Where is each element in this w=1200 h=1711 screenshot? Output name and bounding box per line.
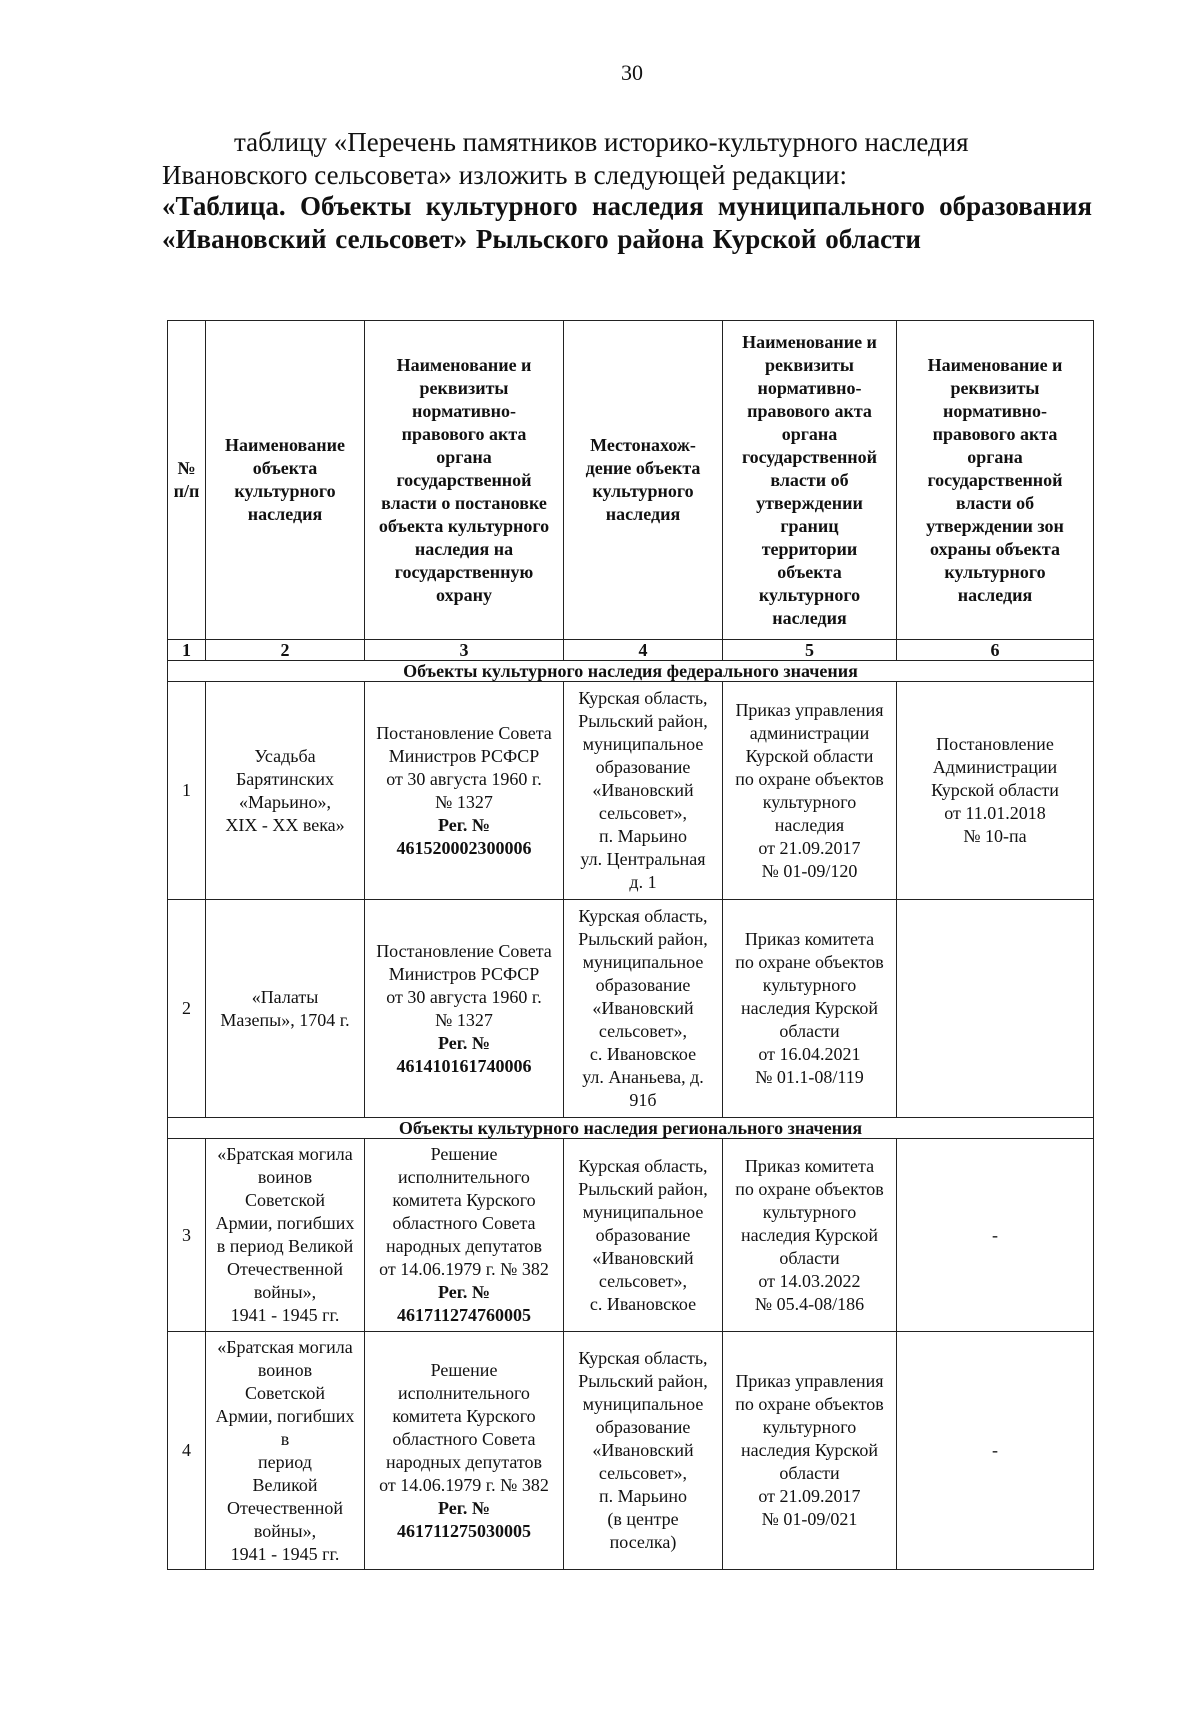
cell-line: п. Марьино [598, 826, 688, 846]
cell-line: воинов [257, 1167, 313, 1187]
cell-line: наследия Курской [740, 1440, 879, 1460]
cell-line: 91б [629, 1090, 657, 1110]
cell-line: органа [781, 423, 838, 444]
cell-line: наследия [774, 814, 845, 835]
cell-line: утверждении зон [926, 515, 1064, 536]
cell-line: войны», [253, 1520, 317, 1541]
header-col-4 [564, 321, 723, 640]
cell-line: «Ивановский [592, 1440, 694, 1460]
header-col-2 [206, 321, 365, 640]
cell-line: наследия Курской [740, 998, 879, 1018]
cell-line: культурного [762, 1417, 857, 1437]
cell-line: наследия [772, 607, 847, 628]
cell-line: государственной [927, 469, 1063, 490]
cell-line: Армии, погибших [215, 1405, 355, 1426]
reg-label: Рег. № [438, 1497, 490, 1518]
cell-line: муниципальное [582, 1394, 704, 1414]
cell-line: Постановление Совета [376, 940, 552, 961]
cell-line: период [258, 1451, 312, 1472]
cell-line: 1941 - 1945 гг. [230, 1543, 340, 1564]
cell-line: Министров РСФСР [388, 963, 540, 984]
act-text [366, 1359, 562, 1497]
cell-line: № 10-па [963, 826, 1027, 846]
cell-line: Приказ комитета [744, 929, 875, 949]
cell-line: «Братская могила [217, 1144, 353, 1164]
cell-line: власти об [955, 492, 1035, 513]
cell-line: муниципальное [582, 952, 704, 972]
cell-line: нормативно- [757, 377, 862, 398]
reg-label: Рег. № [438, 1282, 490, 1302]
cell-line: области [779, 1247, 840, 1268]
cell-line: Администрации [932, 757, 1058, 777]
protection-act [365, 900, 564, 1118]
cell-line: - [992, 1224, 998, 1245]
cell-line: от 14.06.1979 г. № 382 [379, 1259, 549, 1279]
protection-zones-act [897, 1139, 1094, 1332]
cell-line: культурного [762, 975, 857, 995]
cell-line: Советской [245, 1382, 325, 1403]
object-location [564, 1139, 723, 1332]
cell-line: наследия [605, 504, 681, 524]
cell-line: объекта [252, 458, 318, 478]
cell-line: № 01-09/021 [761, 1509, 858, 1529]
cell-line: государственную [394, 561, 534, 582]
header-col-3 [365, 321, 564, 640]
cell-line: комитета Курского [392, 1405, 536, 1426]
cell-line: муниципальное [582, 1201, 704, 1222]
cell-line: «Палаты [251, 986, 319, 1007]
cell-line: Местонахож- [590, 435, 696, 455]
cell-line: исполнительного [398, 1167, 530, 1187]
cell-line: ул. Центральная [580, 849, 706, 869]
cell-line: образование [595, 1417, 691, 1437]
reg-label: Рег. № [438, 1032, 490, 1053]
cell-line: «Марьино», [239, 791, 331, 812]
cell-line: от 16.04.2021 [758, 1044, 861, 1064]
territory-borders-act [723, 682, 897, 900]
cell-line: наследия [247, 504, 323, 524]
cell-line: ул. Ананьева, д. [582, 1067, 704, 1087]
cell-line: с. Ивановское [589, 1044, 697, 1064]
cell-line: культурного [592, 481, 694, 501]
cell-line: п. Марьино [598, 1486, 688, 1506]
cell-line: Барятинских [235, 768, 335, 789]
cell-line: XIX - XX века» [225, 814, 345, 835]
column-number: 5 [723, 640, 897, 661]
cell-line: области [779, 1463, 840, 1483]
reg-number: 461711274760005 [396, 1305, 531, 1325]
cell-line: наследия Курской [740, 1224, 879, 1245]
cell-line: объекта культурного [378, 515, 550, 536]
cell-line: № 1327 [435, 791, 493, 812]
cell-line: сельсовет», [598, 1021, 688, 1041]
row-number: 4 [168, 1332, 206, 1570]
cell-line: утверждении [756, 492, 863, 513]
act-text [366, 1143, 562, 1281]
territory-borders-act [723, 900, 897, 1118]
intro-line-1: таблицу «Перечень памятников историко-культурного наследия [234, 127, 969, 157]
reg-label: Рег. № [438, 814, 490, 835]
cell-line: Приказ управления [735, 699, 884, 720]
cell-line: от 14.06.1979 г. № 382 [379, 1474, 549, 1495]
act-text [366, 940, 562, 1032]
table-row [168, 1332, 1094, 1570]
object-location [564, 682, 723, 900]
table-heading: «Таблица. Объекты культурного наследия муниципального образования «Ивановский сельсовет» Рыльского района Курской области [162, 191, 1092, 254]
cell-line: народных депутатов [385, 1236, 542, 1256]
cell-line: д. 1 [629, 872, 657, 892]
cell-line: Министров РСФСР [388, 745, 540, 766]
protection-act [365, 1139, 564, 1332]
header-col-6 [897, 321, 1094, 640]
cell-line: от 30 августа 1960 г. [386, 768, 542, 789]
cell-line: правового акта [401, 423, 527, 444]
table-row [168, 900, 1094, 1118]
reg-number: 461410161740006 [396, 1055, 532, 1076]
cell-line: Приказ комитета [744, 1155, 875, 1176]
cell-line: власти о постановке [381, 492, 547, 513]
table-row [168, 682, 1094, 900]
cell-line: от 14.03.2022 [758, 1270, 861, 1291]
cell-line: поселка) [609, 1532, 677, 1552]
object-location [564, 900, 723, 1118]
cell-line: Отечественной [226, 1259, 344, 1279]
cell-line: - [992, 1440, 998, 1460]
table-row [168, 1139, 1094, 1332]
cell-line: Рыльский район, [578, 929, 708, 949]
section-title: Объекты культурного наследия федерального значения [168, 661, 1094, 682]
cell-line: муниципальное [582, 734, 704, 754]
protection-act [365, 1332, 564, 1570]
cell-line: Армии, погибших [215, 1213, 355, 1233]
header-col-5 [723, 321, 897, 640]
cell-line: Усадьба [254, 745, 316, 766]
cell-line: сельсовет», [598, 1463, 688, 1483]
cell-line: наследия [957, 584, 1033, 605]
cell-line: 1941 - 1945 гг. [230, 1305, 340, 1325]
cell-line: культурного [762, 1201, 857, 1222]
cell-line: от 30 августа 1960 г. [386, 986, 542, 1007]
cell-line: культурного [234, 481, 336, 501]
cell-line: Великой [252, 1474, 318, 1495]
cell-line: по охране объектов [735, 768, 884, 789]
cell-line: органа [436, 446, 492, 467]
row-number: 3 [168, 1139, 206, 1332]
row-number: 1 [168, 682, 206, 900]
object-location [564, 1332, 723, 1570]
cell-line: Курская область, [578, 1348, 708, 1368]
cell-line: областного Совета [392, 1213, 536, 1233]
act-text [366, 722, 562, 814]
section-row-regional [168, 1118, 1094, 1139]
cell-line: от 11.01.2018 [944, 803, 1046, 823]
reg-number: 461711275030005 [396, 1520, 531, 1541]
cell-line: комитета Курского [392, 1190, 536, 1210]
cell-line: образование [595, 757, 691, 777]
cell-line: власти об [770, 469, 849, 490]
page-number: 30 [621, 60, 643, 85]
cell-line: правового акта [932, 423, 1058, 444]
cell-line: Приказ управления [735, 1371, 884, 1391]
cell-line: культурного [762, 791, 857, 812]
cell-line: реквизиты [765, 354, 854, 375]
cell-line: с. Ивановское [589, 1293, 697, 1314]
cell-line: дение объекта [585, 458, 701, 478]
cell-line: от 21.09.2017 [758, 1486, 861, 1506]
cell-line: Рыльский район, [578, 711, 708, 731]
cell-line: областного Совета [392, 1428, 536, 1449]
cell-line: сельсовет», [598, 803, 688, 823]
column-number: 3 [365, 640, 564, 661]
cell-line: № 1327 [435, 1009, 493, 1030]
section-title: Объекты культурного наследия регионального значения [168, 1118, 1094, 1139]
cell-line: Рыльский район, [578, 1178, 708, 1199]
cell-line: Курской области [931, 780, 1059, 800]
cell-line: по охране объектов [735, 952, 884, 972]
cell-line: границ [780, 515, 839, 536]
object-name [206, 1332, 365, 1570]
intro-line-2: Ивановского сельсовета» изложить в следующей редакции: [162, 160, 847, 190]
cell-line: охрану [436, 584, 492, 605]
cell-line: войны», [253, 1282, 317, 1302]
cell-line: культурного [944, 561, 1046, 582]
cell-line: Мазепы», 1704 г. [220, 1009, 350, 1030]
protection-zones-act [897, 1332, 1094, 1570]
cell-line: Постановление [936, 734, 1054, 754]
cell-line: Постановление Совета [376, 722, 552, 743]
cell-line: территории [761, 538, 858, 559]
cell-line: от 21.09.2017 [758, 837, 861, 858]
column-number: 1 [168, 640, 206, 661]
cell-line: реквизиты [950, 377, 1040, 398]
cell-line: образование [595, 1224, 691, 1245]
cell-line: Наименование и [396, 354, 532, 375]
cell-line: Отечественной [226, 1497, 344, 1518]
protection-zones-act [897, 900, 1094, 1118]
cell-line: Решение [430, 1359, 498, 1380]
heritage-table [167, 320, 1094, 1570]
section-row-federal [168, 661, 1094, 682]
cell-line: Курская область, [578, 906, 708, 926]
cell-line: Курской области [745, 745, 874, 766]
cell-line: «Ивановский [592, 780, 694, 800]
column-number: 2 [206, 640, 365, 661]
cell-line: Наименование и [927, 354, 1063, 375]
cell-line: наследия на [414, 538, 514, 559]
cell-line: Наименование [225, 435, 345, 455]
cell-line: «Ивановский [592, 998, 694, 1018]
cell-line: № 01.1-08/119 [755, 1067, 864, 1087]
cell-line: п/п [173, 481, 200, 501]
cell-line: области [779, 1021, 840, 1041]
table-header-row [168, 321, 1094, 640]
protection-act [365, 682, 564, 900]
column-number: 6 [897, 640, 1094, 661]
cell-line: государственной [741, 446, 878, 467]
column-number-row [168, 640, 1094, 661]
cell-line: Решение [430, 1144, 498, 1164]
cell-line: в период Великой [216, 1236, 354, 1256]
cell-line: охраны объекта [930, 538, 1060, 559]
cell-line: администрации [749, 722, 870, 743]
cell-line: правового акта [747, 400, 872, 421]
cell-line: по охране объектов [735, 1178, 884, 1199]
cell-line: сельсовет», [598, 1270, 688, 1291]
cell-line: государственной [396, 469, 532, 490]
cell-line: Курская область, [578, 688, 708, 708]
column-number: 4 [564, 640, 723, 661]
cell-line: «Ивановский [592, 1247, 694, 1268]
cell-line: в [280, 1428, 290, 1449]
cell-line: образование [595, 975, 691, 995]
object-name [206, 1139, 365, 1332]
object-name [206, 682, 365, 900]
cell-line: исполнительного [398, 1382, 530, 1403]
cell-line: нормативно- [942, 400, 1048, 421]
row-number: 2 [168, 900, 206, 1118]
protection-zones-act [897, 682, 1094, 900]
cell-line: № 05.4-08/186 [754, 1293, 865, 1314]
cell-line: культурного [758, 584, 861, 605]
object-name [206, 900, 365, 1118]
cell-line: № [177, 458, 196, 478]
cell-line: Рыльский район, [578, 1371, 708, 1391]
header-col-1 [168, 321, 206, 640]
cell-line: органа [967, 446, 1023, 467]
cell-line: Курская область, [578, 1155, 708, 1176]
territory-borders-act [723, 1139, 897, 1332]
cell-line: Наименование и [742, 331, 877, 352]
cell-line: народных депутатов [385, 1451, 542, 1472]
cell-line: «Братская могила [217, 1336, 353, 1357]
cell-line: Советской [245, 1190, 325, 1210]
cell-line: объекта [777, 561, 842, 582]
cell-line: по охране объектов [735, 1394, 884, 1414]
cell-line: № 01-09/120 [761, 860, 858, 881]
territory-borders-act [723, 1332, 897, 1570]
cell-line: нормативно- [411, 400, 517, 421]
intro-paragraph [162, 126, 1092, 192]
cell-line: (в центре [607, 1509, 679, 1529]
cell-line: реквизиты [419, 377, 509, 398]
reg-number: 461520002300006 [396, 837, 532, 858]
cell-line: воинов [257, 1359, 313, 1380]
